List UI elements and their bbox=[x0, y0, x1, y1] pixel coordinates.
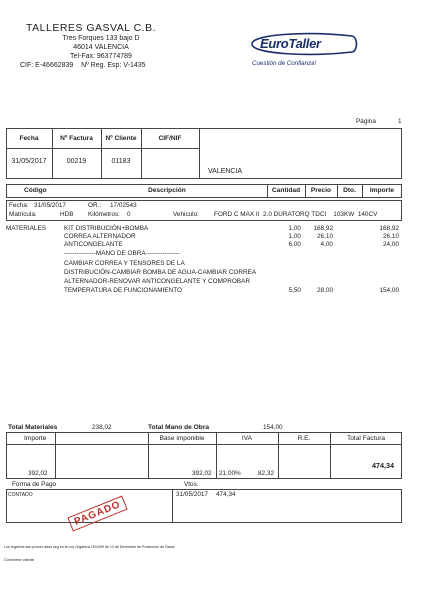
iva-pct: 21,00% bbox=[219, 470, 241, 477]
col-cantidad: Cantidad bbox=[271, 187, 301, 194]
client-signature-label: Conforme cliente bbox=[4, 557, 35, 562]
client-city: VALENCIA bbox=[208, 168, 243, 175]
payment-amount: 474,34 bbox=[216, 491, 236, 498]
km-label: Kilómetros: bbox=[88, 211, 120, 218]
col-re: R.E. bbox=[297, 435, 311, 442]
item-price: 4,00 bbox=[320, 241, 333, 248]
vehiculo: FORD C MAX II 2.0 DURATORQ TDCI 103KW 140CV bbox=[214, 211, 378, 218]
col-precio: Precio bbox=[310, 187, 332, 194]
item-amount: 26,10 bbox=[383, 233, 399, 240]
item-amount: 168,92 bbox=[379, 225, 399, 232]
iva-value: 82,32 bbox=[258, 470, 274, 477]
col-cliente: Nº Cliente bbox=[105, 135, 137, 142]
company-block bbox=[20, 22, 216, 70]
km: 0 bbox=[127, 211, 131, 218]
col-total: Total Factura bbox=[346, 435, 386, 442]
importe-value: 392,02 bbox=[28, 470, 48, 477]
total-materiales: 238,02 bbox=[92, 424, 112, 431]
labour-amount: 154,00 bbox=[379, 287, 399, 294]
item-qty: 1,00 bbox=[288, 233, 301, 240]
col-base: Base imponible bbox=[159, 435, 205, 442]
vehiculo-label: Vehiculo: bbox=[173, 211, 199, 218]
item-desc: KIT DISTRIBUCIÓN+BOMBA bbox=[64, 225, 149, 232]
col-importe: Importe bbox=[369, 187, 395, 194]
col-dto: Dto. bbox=[343, 187, 356, 194]
col-importe-total: Importe bbox=[24, 435, 47, 442]
or-number: 17/02543 bbox=[110, 202, 137, 209]
item-qty: 6,00 bbox=[288, 241, 301, 248]
forma-pago-label: Forma de Pago bbox=[12, 481, 57, 488]
col-descripcion: Descripción bbox=[148, 187, 186, 194]
item-desc: ANTICONGELANTE bbox=[64, 241, 123, 248]
labour-line: ALTERNADOR-RENOVAR ANTICONGELANTE Y COMPROBAR bbox=[64, 278, 250, 285]
paid-stamp: PAGADO bbox=[67, 495, 127, 531]
company-name: TALLERES GASVAL C.B. bbox=[26, 22, 157, 34]
labour-price: 28,00 bbox=[317, 287, 333, 294]
vtos-label: Vtos. bbox=[184, 481, 199, 488]
total-mano-obra: 154,00 bbox=[263, 424, 283, 431]
company-address: Tres Forques 133 bajo D bbox=[62, 35, 140, 42]
company-phone: Tel-Fax: 963774789 bbox=[70, 53, 132, 60]
col-codigo: Código bbox=[24, 187, 47, 194]
brand-slogan: Cuestión de Confianza! bbox=[252, 60, 317, 67]
item-code: MATERIALES bbox=[6, 225, 47, 232]
item-price: 26,10 bbox=[317, 233, 333, 240]
item-desc: CORREA ALTERNADOR bbox=[64, 233, 136, 240]
col-cif: CIF/NIF bbox=[158, 135, 182, 142]
order-date-label: Fecha: bbox=[9, 202, 29, 209]
col-factura: Nº Factura bbox=[60, 135, 93, 142]
item-price: 168,92 bbox=[313, 225, 333, 232]
labour-title: ---------------MANO DE OBRA---------------- bbox=[64, 250, 180, 257]
page-number: 1 bbox=[398, 118, 402, 125]
legal-note: Los registros son proces ados seg en la Ley Orgánica 15/1999 de 13 de Diciembre de Protección de Datos bbox=[4, 545, 175, 549]
eurotaller-logo bbox=[248, 31, 360, 67]
page-label: Página bbox=[356, 118, 376, 125]
total-materiales-label: Total Materiales bbox=[8, 424, 58, 431]
total-value: 474,34 bbox=[372, 461, 394, 470]
company-city: 46014 VALENCIA bbox=[73, 44, 129, 51]
item-amount: 24,00 bbox=[383, 241, 399, 248]
order-date: 31/05/2017 bbox=[34, 202, 66, 209]
labour-qty: 5,50 bbox=[288, 287, 301, 294]
labour-line: TEMPERATURA DE FUNCIONAMIENTO bbox=[64, 287, 182, 294]
item-qty: 1,00 bbox=[288, 225, 301, 232]
base-value: 392,02 bbox=[192, 470, 212, 477]
payment-date: 31/05/2017 bbox=[176, 491, 208, 498]
total-mano-obra-label: Total Mano de Obra bbox=[148, 424, 210, 431]
col-fecha: Fecha bbox=[19, 135, 39, 142]
logo-text: EuroTaller bbox=[260, 36, 321, 51]
labour-line: DISTRIBUCIÓN-CAMBIAR BOMBA DE AGUA-CAMBIAR CORREA bbox=[64, 269, 257, 276]
col-iva: IVA bbox=[241, 435, 253, 442]
matricula: HDB bbox=[60, 211, 74, 218]
labour-line: CAMBIAR CORREA Y TENSORES DE LA bbox=[64, 260, 185, 267]
matricula-label: Matricula: bbox=[9, 211, 37, 218]
company-cif: CIF: E-46662839 Nº Reg. Esp: V-1435 bbox=[20, 62, 146, 69]
invoice-number: 00219 bbox=[66, 158, 87, 165]
or-label: OR.: bbox=[88, 202, 102, 209]
invoice-date: 31/05/2017 bbox=[11, 158, 47, 165]
client-number: 01183 bbox=[111, 158, 131, 165]
payment-method: CONTADO bbox=[8, 492, 33, 498]
